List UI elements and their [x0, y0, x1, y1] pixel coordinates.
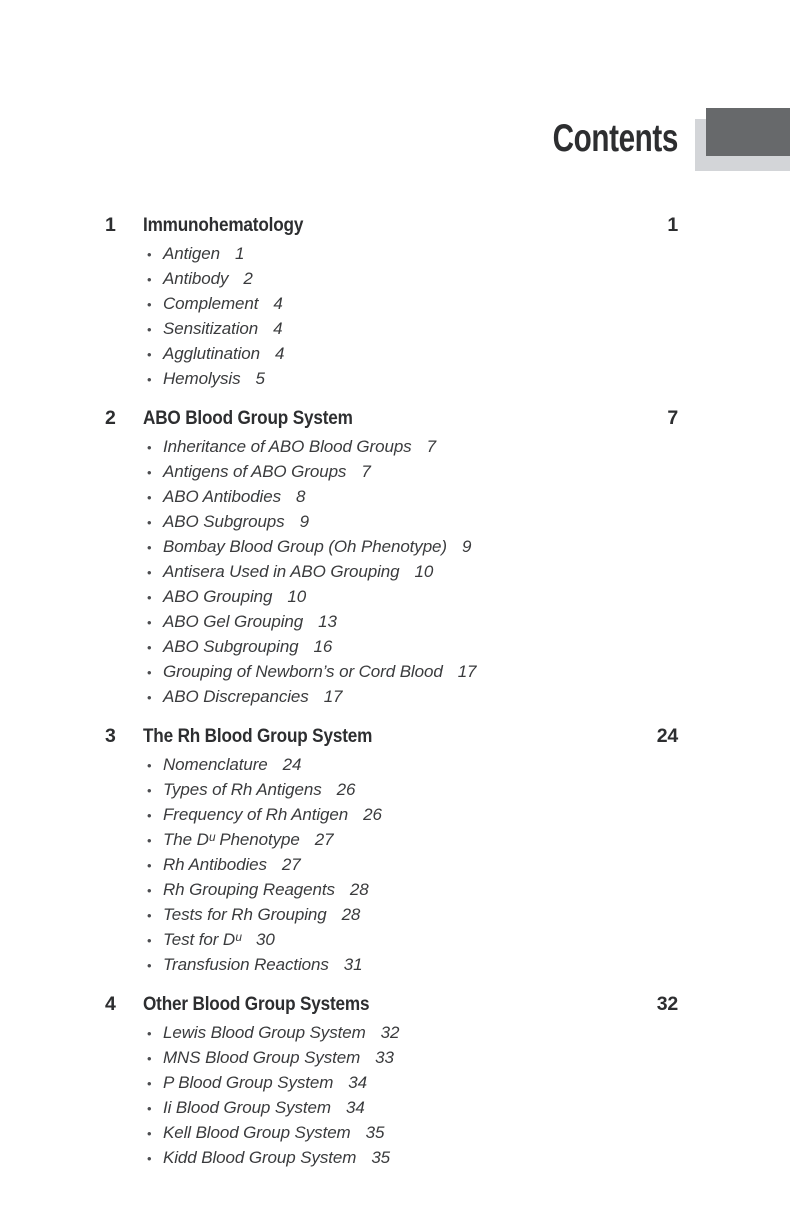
toc-item	[105, 435, 678, 460]
page-title: Contents	[552, 117, 678, 160]
toc-item-page-number: 17	[457, 662, 477, 681]
toc-item-label: Antibody	[163, 269, 229, 288]
bullet-icon: •	[147, 615, 152, 630]
toc-item-label: Grouping of Newborn’s or Cord Blood	[163, 662, 443, 681]
toc-item	[105, 753, 678, 778]
chapter-title: The Rh Blood Group System	[143, 725, 373, 747]
bullet-icon: •	[147, 908, 152, 923]
bullet-icon: •	[147, 1101, 152, 1116]
toc-section	[105, 724, 678, 978]
toc-item-label: Hemolysis	[163, 369, 241, 388]
toc-item	[105, 610, 678, 635]
toc-item-page-number: 28	[349, 880, 369, 899]
toc-item-label: P Blood Group System	[163, 1073, 334, 1092]
toc-item-page-number: 1	[234, 244, 245, 263]
chapter-page-number: 7	[667, 407, 678, 429]
bullet-icon: •	[147, 590, 152, 605]
bullet-icon: •	[147, 1076, 152, 1091]
toc-item-page-number: 34	[348, 1073, 368, 1092]
chapter-item-list	[105, 1021, 678, 1171]
toc-item	[105, 560, 678, 585]
chapter-number: 3	[105, 725, 116, 747]
bullet-icon: •	[147, 933, 152, 948]
toc-item	[105, 928, 678, 953]
toc-item-label: ABO Subgroups	[163, 512, 285, 531]
toc-item	[105, 342, 678, 367]
toc-item-label: Transfusion Reactions	[163, 955, 329, 974]
toc-item-page-number: 26	[336, 780, 356, 799]
bullet-icon: •	[147, 665, 152, 680]
bullet-icon: •	[147, 1126, 152, 1141]
toc-item-page-number: 27	[281, 855, 301, 874]
toc-section	[105, 406, 678, 710]
bullet-icon: •	[147, 858, 152, 873]
toc-item-label: Sensitization	[163, 319, 259, 338]
toc-item-label: Frequency of Rh Antigen	[163, 805, 349, 824]
chapter-page-number: 1	[667, 214, 678, 236]
toc-item	[105, 367, 678, 392]
toc-item	[105, 292, 678, 317]
bullet-icon: •	[147, 540, 152, 555]
toc-item-label: Antigen	[163, 244, 220, 263]
bullet-icon: •	[147, 690, 152, 705]
toc-item-page-number: 30	[255, 930, 275, 949]
bullet-icon: •	[147, 958, 152, 973]
toc-item-label: Kidd Blood Group System	[163, 1148, 357, 1167]
toc-item-page-number: 35	[371, 1148, 391, 1167]
toc-item	[105, 1121, 678, 1146]
toc-item-label: The Dᵘ Phenotype	[163, 830, 300, 849]
toc-item	[105, 878, 678, 903]
chapter-title: ABO Blood Group System	[143, 407, 353, 429]
toc-item-page-number: 28	[341, 905, 361, 924]
toc-item-page-number: 4	[273, 319, 283, 338]
toc-item	[105, 585, 678, 610]
toc-item-label: Rh Grouping Reagents	[163, 880, 335, 899]
toc-item-page-number: 7	[426, 437, 436, 456]
bullet-icon: •	[147, 490, 152, 505]
toc-item-page-number: 26	[363, 805, 382, 824]
toc-item-label: ABO Gel Grouping	[163, 612, 304, 631]
toc-item-label: ABO Antibodies	[163, 487, 281, 506]
chapter-number: 4	[105, 993, 116, 1015]
toc-item	[105, 1096, 678, 1121]
bullet-icon: •	[147, 1051, 152, 1066]
chapter-item-list	[105, 242, 678, 392]
toc-item	[105, 853, 678, 878]
toc-item-page-number: 24	[282, 755, 302, 774]
bullet-icon: •	[147, 640, 152, 655]
bullet-icon: •	[147, 322, 152, 337]
toc-item-page-number: 35	[365, 1123, 385, 1142]
toc-item	[105, 828, 678, 853]
bullet-icon: •	[147, 465, 152, 480]
toc-item-label: Types of Rh Antigens	[163, 780, 322, 799]
toc-item-label: ABO Discrepancies	[163, 687, 309, 706]
toc-item-page-number: 9	[299, 512, 309, 531]
chapter-heading	[105, 992, 678, 1016]
toc-item-label: Rh Antibodies	[163, 855, 267, 874]
title-tab	[706, 108, 790, 156]
bullet-icon: •	[147, 883, 152, 898]
toc-item-page-number: 7	[361, 462, 371, 481]
toc-item	[105, 485, 678, 510]
toc-item	[105, 685, 678, 710]
bullet-icon: •	[147, 1026, 152, 1041]
chapter-title: Immunohematology	[143, 214, 304, 236]
toc-item-page-number: 5	[255, 369, 265, 388]
toc-item	[105, 803, 678, 828]
chapter-page-number: 32	[656, 993, 678, 1015]
toc-item-page-number: 9	[461, 537, 472, 556]
toc-item	[105, 635, 678, 660]
toc-item	[105, 242, 678, 267]
toc-item	[105, 1146, 678, 1171]
toc-item	[105, 317, 678, 342]
toc-item-label: Tests for Rh Grouping	[163, 905, 327, 924]
toc-item-label: Antisera Used in ABO Grouping	[163, 562, 400, 581]
chapter-title: Other Blood Group Systems	[143, 993, 370, 1015]
toc-item-page-number: 4	[273, 294, 283, 313]
toc-item-label: Test for Dᵘ	[163, 930, 241, 949]
bullet-icon: •	[147, 758, 152, 773]
chapter-item-list	[105, 753, 678, 978]
toc-item-label: ABO Subgrouping	[163, 637, 299, 656]
toc-item-label: Ii Blood Group System	[163, 1098, 331, 1117]
toc-item-label: Complement	[163, 294, 259, 313]
bullet-icon: •	[147, 347, 152, 362]
toc-item-label: Nomenclature	[163, 755, 268, 774]
toc-item-page-number: 32	[380, 1023, 400, 1042]
toc-item-label: Antigens of ABO Groups	[163, 462, 347, 481]
chapter-number: 1	[105, 214, 116, 236]
toc-item-page-number: 10	[287, 587, 307, 606]
toc-item-page-number: 34	[345, 1098, 365, 1117]
toc-item	[105, 903, 678, 928]
toc-item	[105, 267, 678, 292]
bullet-icon: •	[147, 565, 152, 580]
bullet-icon: •	[147, 833, 152, 848]
toc-item-page-number: 33	[375, 1048, 394, 1067]
bullet-icon: •	[147, 515, 152, 530]
bullet-icon: •	[147, 783, 152, 798]
toc-item-label: ABO Grouping	[163, 587, 273, 606]
toc-item-page-number: 27	[314, 830, 334, 849]
chapter-page-number: 24	[656, 725, 678, 747]
toc-item	[105, 778, 678, 803]
chapter-heading	[105, 406, 678, 430]
chapter-heading	[105, 213, 678, 237]
bullet-icon: •	[147, 247, 152, 262]
toc-item-label: Bombay Blood Group (Oh Phenotype)	[163, 537, 447, 556]
bullet-icon: •	[147, 372, 152, 387]
toc-item-label: Agglutination	[163, 344, 260, 363]
table-of-contents	[105, 213, 678, 1185]
bullet-icon: •	[147, 1151, 152, 1166]
chapter-item-list	[105, 435, 678, 710]
toc-item-page-number: 2	[243, 269, 253, 288]
toc-item-page-number: 10	[414, 562, 434, 581]
toc-item	[105, 953, 678, 978]
bullet-icon: •	[147, 297, 152, 312]
toc-section	[105, 213, 678, 392]
toc-item-label: Kell Blood Group System	[163, 1123, 351, 1142]
toc-item-page-number: 31	[343, 955, 363, 974]
bullet-icon: •	[147, 272, 152, 287]
chapter-heading	[105, 724, 678, 748]
toc-item-page-number: 4	[275, 344, 285, 363]
toc-item	[105, 1071, 678, 1096]
toc-item	[105, 660, 678, 685]
bullet-icon: •	[147, 440, 152, 455]
toc-item-label: MNS Blood Group System	[163, 1048, 361, 1067]
toc-item	[105, 535, 678, 560]
chapter-number: 2	[105, 407, 116, 429]
toc-item	[105, 510, 678, 535]
toc-item-label: Inheritance of ABO Blood Groups	[163, 437, 412, 456]
toc-item-page-number: 17	[323, 687, 343, 706]
toc-item-label: Lewis Blood Group System	[163, 1023, 366, 1042]
bullet-icon: •	[147, 808, 152, 823]
toc-item-page-number: 8	[295, 487, 306, 506]
toc-section	[105, 992, 678, 1171]
toc-item	[105, 1046, 678, 1071]
toc-item	[105, 1021, 678, 1046]
toc-item-page-number: 16	[313, 637, 333, 656]
toc-item-page-number: 13	[318, 612, 337, 631]
toc-item	[105, 460, 678, 485]
